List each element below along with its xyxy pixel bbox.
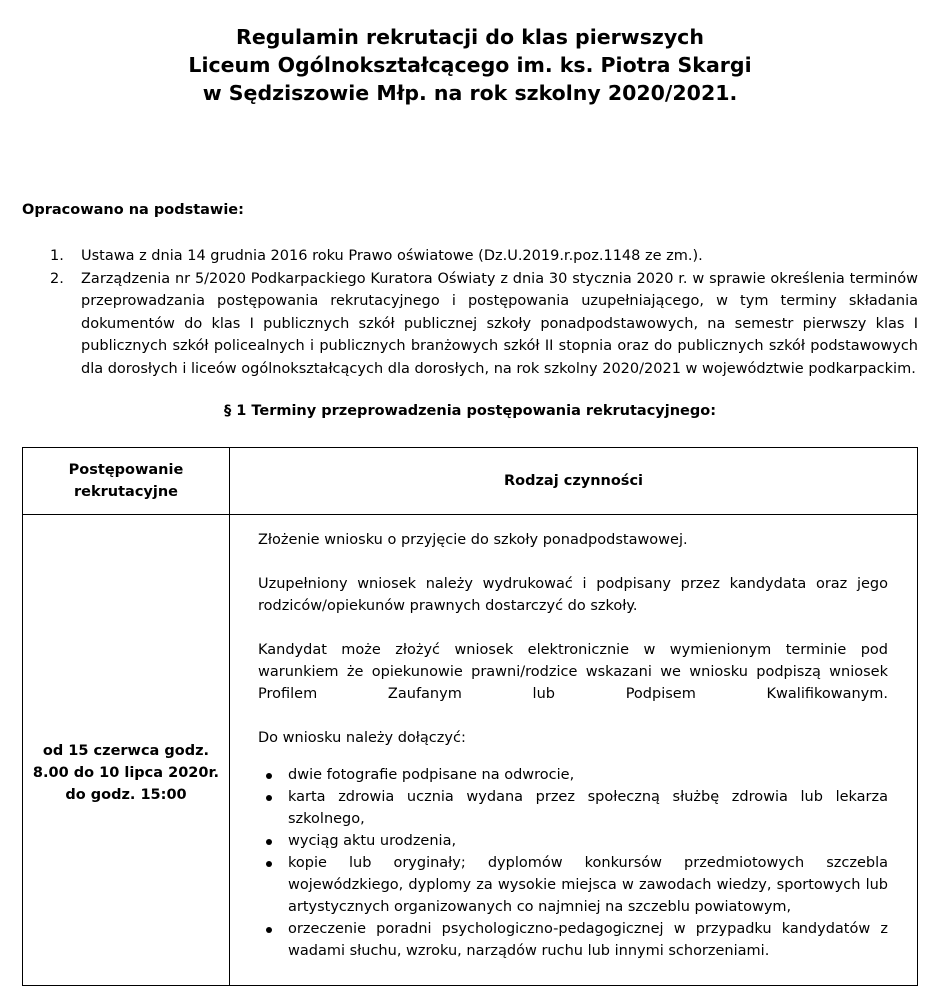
activity-paragraph: Kandydat może złożyć wniosek elektronicznie w wymienionym terminie pod warunkiem że opiekunowie prawni/rodzice wskazani we wniosku podpiszą wniosek Profilem Zaufanym lub Podpisem Kwalifikowanym.	[258, 642, 888, 702]
activity-paragraph: Uzupełniony wniosek należy wydrukować i podpisany przez kandydata oraz jego rodziców/opiekunów prawnych dostarczyć do szkoły.	[258, 576, 888, 614]
list-item-text: kopie lub oryginały; dyplomów konkursów przedmiotowych szczebla wojewódzkiego, dyplomy za wysokie miejsca w zawodach wiedzy, sportowych lub artystycznych organizowanych co najmniej na szczeblu powiatowym,	[288, 855, 888, 915]
list-item-text: karta zdrowia ucznia wydana przez społeczną służbę zdrowia lub lekarza szkolnego,	[288, 789, 888, 827]
basis-item-number: 2.	[50, 270, 64, 287]
table-row	[23, 515, 918, 986]
table-header-row	[23, 448, 918, 515]
bullet-icon	[266, 839, 272, 845]
basis-item-text: Ustawa z dnia 14 grudnia 2016 roku Prawo oświatowe (Dz.U.2019.r.poz.1148 ze zm.).	[81, 248, 703, 264]
header-activity-type: Rodzaj czynności	[230, 448, 918, 515]
basis-heading: Opracowano na podstawie:	[22, 202, 244, 218]
title-line-1: Regulamin rekrutacji do klas pierwszych	[236, 25, 704, 49]
header-recruitment-procedure-label: Postępowanie rekrutacyjne	[68, 462, 184, 500]
basis-item	[50, 268, 918, 381]
date-range	[23, 694, 229, 806]
bullet-icon	[266, 795, 272, 801]
basis-list	[50, 245, 918, 380]
list-item-text: dwie fotografie podpisane na odwrocie,	[288, 767, 575, 783]
title-line-2: Liceum Ogólnokształcącego im. ks. Piotra Skargi	[188, 53, 752, 77]
bullet-icon	[266, 861, 272, 867]
activity-cell	[230, 515, 918, 986]
date-line-2: 8.00 do 10 lipca 2020r.	[32, 765, 220, 781]
activity-paragraph: Złożenie wniosku o przyjęcie do szkoły ponadpodstawowej.	[258, 532, 688, 548]
list-item-text: wyciąg aktu urodzenia,	[288, 833, 457, 849]
list-item	[258, 830, 888, 852]
list-item-text: orzeczenie poradni psychologiczno-pedagogicznej w przypadku kandydatów z wadami słuchu, wzroku, narządów ruchu lub innymi schorzeniami.	[288, 921, 888, 959]
list-item	[258, 852, 888, 918]
basis-item-text: Zarządzenia nr 5/2020 Podkarpackiego Kuratora Oświaty z dnia 30 stycznia 2020 r. w sprawie określenia terminów przeprowadzania postępowania rekrutacyjnego i postępowania uzupełniającego, w tym terminy składania dokumentów do klas I publicznych szkół publicznej szkoły ponadpodstawowych, na semestr pierwszy klas I publicznych szkół policealnych i publicznych branżowych szkół II stopnia oraz do publicznych szkół podstawowych dla dorosłych i liceów ogólnokształcących dla dorosłych, na rok szkolny 2020/2021 w województwie podkarpackim.	[81, 270, 918, 377]
title-line-3: w Sędziszowie Młp. na rok szkolny 2020/2021.	[202, 81, 738, 105]
bullet-icon	[266, 927, 272, 933]
basis-item	[50, 245, 918, 268]
list-item	[258, 764, 888, 786]
date-cell	[23, 515, 230, 986]
document-title	[0, 23, 940, 107]
section-1-heading: § 1 Terminy przeprowadzenia postępowania rekrutacyjnego:	[223, 403, 717, 419]
date-line-1: od 15 czerwca godz.	[42, 743, 210, 759]
recruitment-schedule-table	[22, 447, 918, 986]
bullet-icon	[266, 773, 272, 779]
date-line-3: do godz. 15:00	[65, 787, 187, 803]
activity-paragraph: Do wniosku należy dołączyć:	[258, 730, 466, 746]
header-recruitment-procedure	[23, 448, 230, 515]
attachments-list	[258, 764, 888, 962]
list-item	[258, 786, 888, 830]
list-item	[258, 918, 888, 962]
basis-item-number: 1.	[50, 248, 64, 264]
